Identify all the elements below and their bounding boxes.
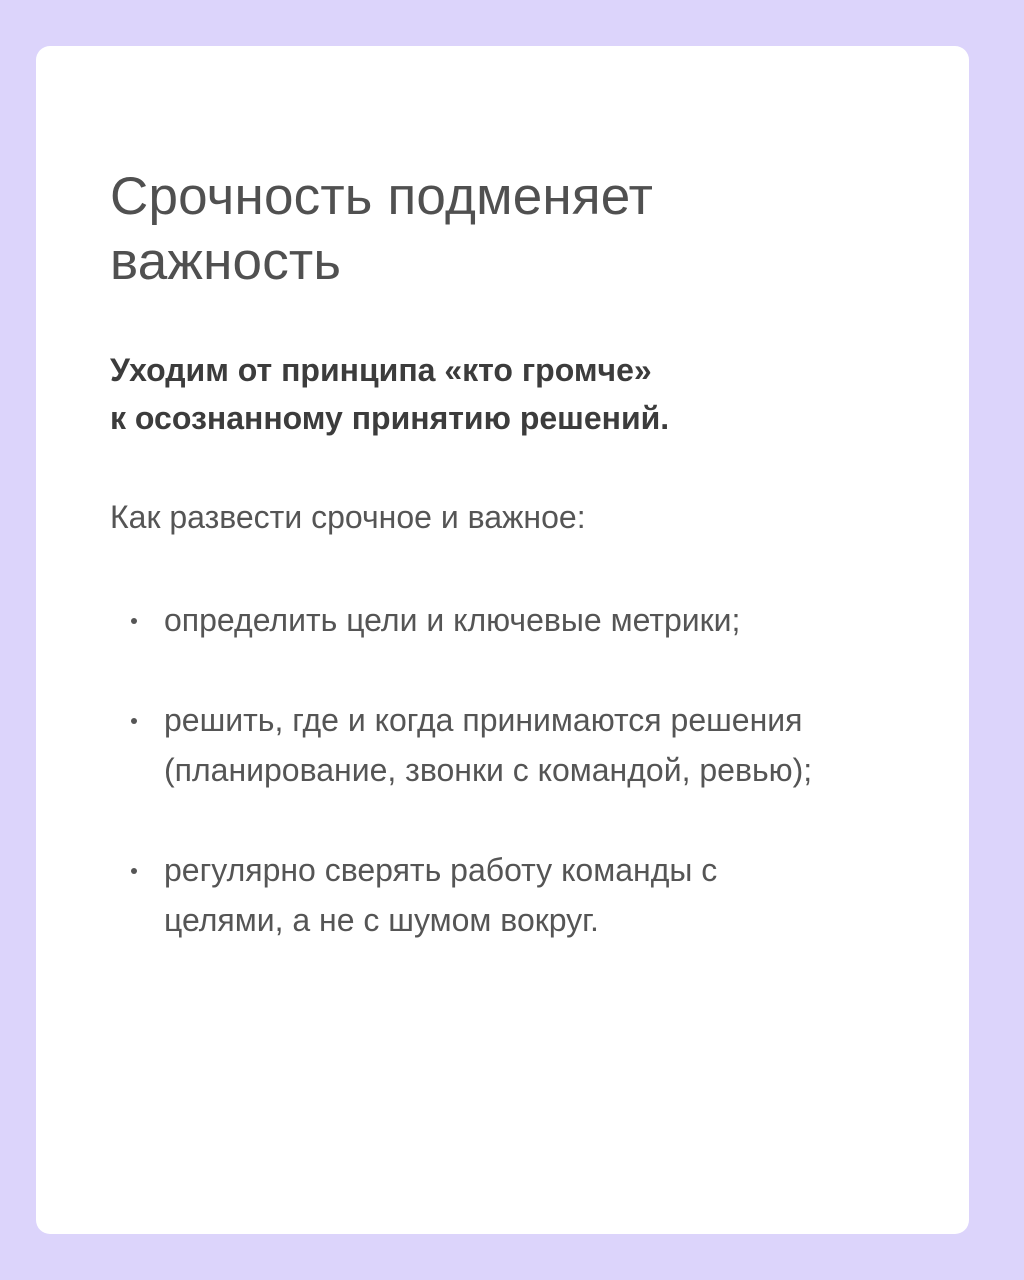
title-line-1: Срочность подменяет xyxy=(110,167,654,226)
list-item xyxy=(110,695,844,795)
bullet-icon xyxy=(131,618,137,624)
bullet-icon xyxy=(131,868,137,874)
title-line-2: важность xyxy=(110,232,342,291)
content-card xyxy=(36,46,969,1234)
slide-title xyxy=(110,164,790,294)
bullet-icon xyxy=(131,718,137,724)
slide-subtitle xyxy=(110,346,770,442)
subtitle-line-2: к осознанному принятию решений. xyxy=(110,400,670,436)
list-item-text: определить цели и ключевые метрики; xyxy=(164,602,741,638)
list-item xyxy=(110,595,844,645)
bullet-list xyxy=(110,595,909,945)
list-item-text: регулярно сверять работу команды с целями, а не с шумом вокруг. xyxy=(164,852,718,938)
list-item-text: решить, где и когда принимаются решения (планирование, звонки с командой, ревью); xyxy=(164,702,813,788)
intro-text: Как развести срочное и важное: xyxy=(110,499,586,535)
list-item xyxy=(110,845,844,945)
subtitle-line-1: Уходим от принципа «кто громче» xyxy=(110,352,652,388)
